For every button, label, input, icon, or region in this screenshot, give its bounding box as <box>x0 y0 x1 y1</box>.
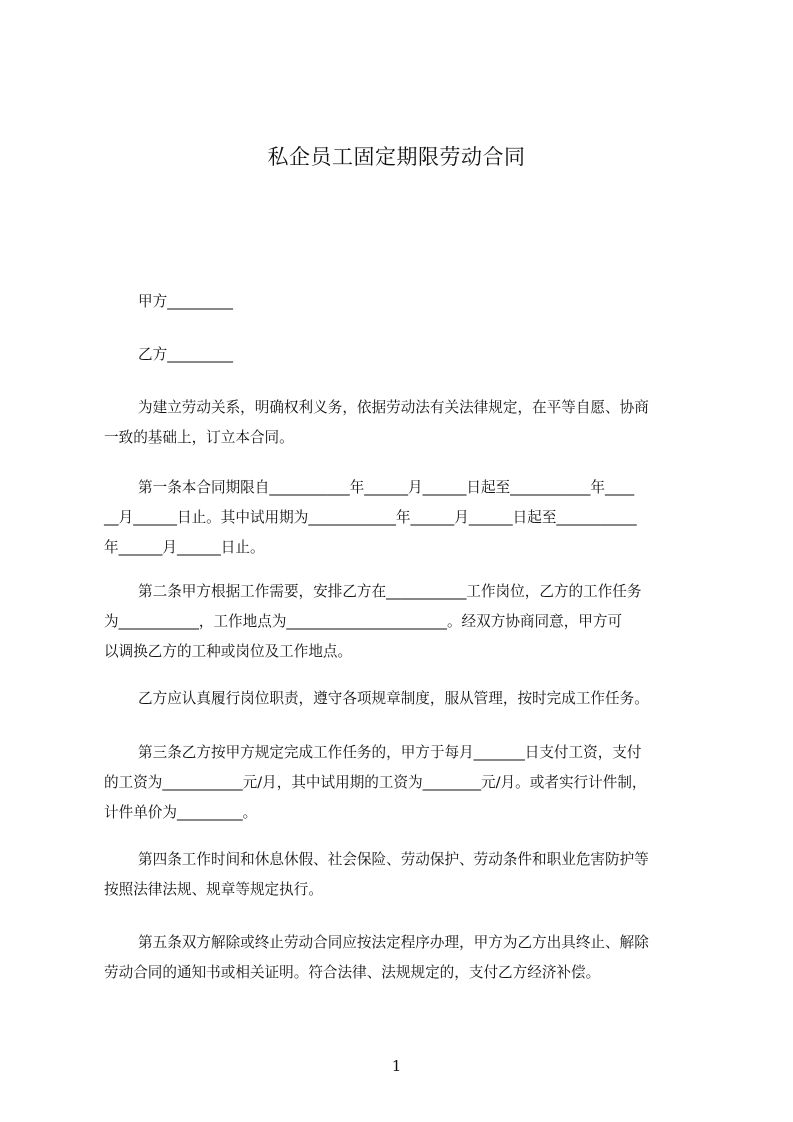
party-a-line <box>104 287 700 317</box>
paragraph-line: 乙方应认真履行岗位职责，遵守各项规章制度，服从管理，按时完成工作任务。 <box>138 690 649 707</box>
paragraph-line: 为___________，工作地点为______________________。经双方协商同意，甲方可 <box>104 613 623 630</box>
article-4-paragraph <box>104 845 700 905</box>
article-2-paragraph <box>104 577 700 667</box>
article-1-paragraph <box>104 473 700 563</box>
document-title: 私企员工固定期限劳动合同 <box>267 145 526 169</box>
article-3-paragraph <box>104 738 700 828</box>
paragraph-line: 乙方_________ <box>138 346 233 363</box>
paragraph-line: 按照法律法规、规章等规定执行。 <box>104 881 323 898</box>
paragraph-line: 第三条乙方按甲方规定完成工作任务的，甲方于每月_______日支付工资，支付 <box>138 744 642 761</box>
paragraph-line: 年______月______日止。 <box>104 539 265 556</box>
paragraph-line: 第四条工作时间和休息休假、社会保险、劳动保护、劳动条件和职业危害防护等 <box>138 851 649 868</box>
paragraph-line: 第二条甲方根据工作需要，安排乙方在___________工作岗位，乙方的工作任务 <box>138 583 642 600</box>
article-5-paragraph <box>104 928 700 988</box>
paragraph-line: 以调换乙方的工种或岗位及工作地点。 <box>104 643 353 660</box>
party-b-line <box>104 340 700 370</box>
paragraph-line: 一致的基础上，订立本合同。 <box>104 429 294 446</box>
paragraph-line: 劳动合同的通知书或相关证明。符合法律、法规规定的，支付乙方经济补偿。 <box>104 964 601 981</box>
paragraph-line: 为建立劳动关系，明确权利义务，依据劳动法有关法律规定，在平等自愿、协商 <box>138 399 649 416</box>
paragraph-line: 的工资为___________元/月，其中试用期的工资为________元/月。或者实行计件制， <box>104 774 647 791</box>
paragraph-line: 甲方_________ <box>138 293 233 310</box>
paragraph-line: __月______日止。其中试用期为____________年______月______日起至___________ <box>104 509 637 526</box>
paragraph-line: 第一条本合同期限自___________年______月______日起至___________年____ <box>138 479 635 496</box>
duty-paragraph <box>104 684 700 714</box>
page-number: 1 <box>391 1057 402 1075</box>
preamble-paragraph <box>104 393 700 453</box>
paragraph-line: 计件单价为_________。 <box>104 804 258 821</box>
paragraph-line: 第五条双方解除或终止劳动合同应按法定程序办理，甲方为乙方出具终止、解除 <box>138 934 649 951</box>
